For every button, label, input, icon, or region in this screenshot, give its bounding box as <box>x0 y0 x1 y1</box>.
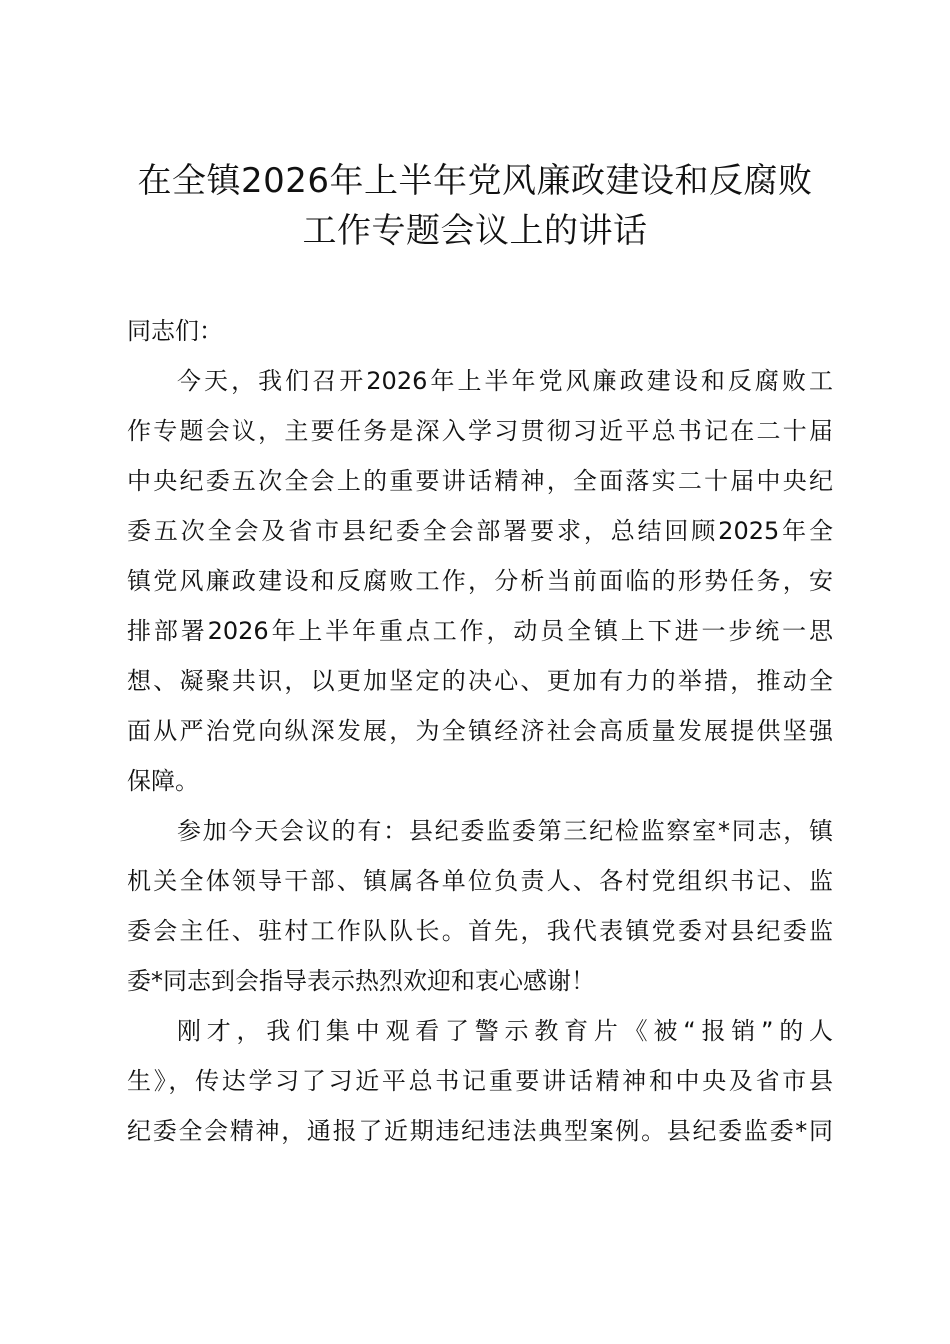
paragraph-line: 委会主任、驻村工作队队长。首先，我代表镇党委对县纪委监 <box>127 917 833 945</box>
paragraph-line: 保障。 <box>127 767 199 795</box>
document-title <box>120 156 830 256</box>
document-body <box>127 306 833 1156</box>
title-line-1: 在全镇2026年上半年党风廉政建设和反腐败 <box>137 161 813 201</box>
paragraph-line: 作专题会议，主要任务是深入学习贯彻习近平总书记在二十届 <box>127 417 833 445</box>
paragraph-line: 今天，我们召开2026年上半年党风廉政建设和反腐败工 <box>177 367 833 395</box>
paragraph-3 <box>127 1006 833 1156</box>
paragraph-line: 面从严治党向纵深发展，为全镇经济社会高质量发展提供坚强 <box>127 717 833 745</box>
paragraph-line: 机关全体领导干部、镇属各单位负责人、各村党组织书记、监 <box>127 867 833 895</box>
paragraph-2 <box>127 806 833 1006</box>
paragraph-line: 刚才，我们集中观看了警示教育片《被“报销”的人 <box>177 1017 833 1045</box>
paragraph-line: 纪委全会精神，通报了近期违纪违法典型案例。县纪委监委*同 <box>127 1117 833 1145</box>
paragraph-line: 生》，传达学习了习近平总书记重要讲话精神和中央及省市县 <box>127 1067 833 1095</box>
paragraph-line: 中央纪委五次全会上的重要讲话精神，全面落实二十届中央纪 <box>127 467 833 495</box>
paragraph-line: 委五次全会及省市县纪委全会部署要求，总结回顾2025年全 <box>127 517 833 545</box>
paragraph-line: 想、凝聚共识，以更加坚定的决心、更加有力的举措，推动全 <box>127 667 833 695</box>
title-line-2: 工作专题会议上的讲话 <box>302 211 648 251</box>
paragraph-line: 参加今天会议的有：县纪委监委第三纪检监察室*同志，镇 <box>177 817 833 845</box>
paragraph-1 <box>127 356 833 806</box>
paragraph-line: 镇党风廉政建设和反腐败工作，分析当前面临的形势任务，安 <box>127 567 833 595</box>
paragraph-line: 委*同志到会指导表示热烈欢迎和衷心感谢！ <box>127 967 595 995</box>
paragraph-line: 排部署2026年上半年重点工作，动员全镇上下进一步统一思 <box>127 617 833 645</box>
greeting: 同志们： <box>127 317 223 345</box>
